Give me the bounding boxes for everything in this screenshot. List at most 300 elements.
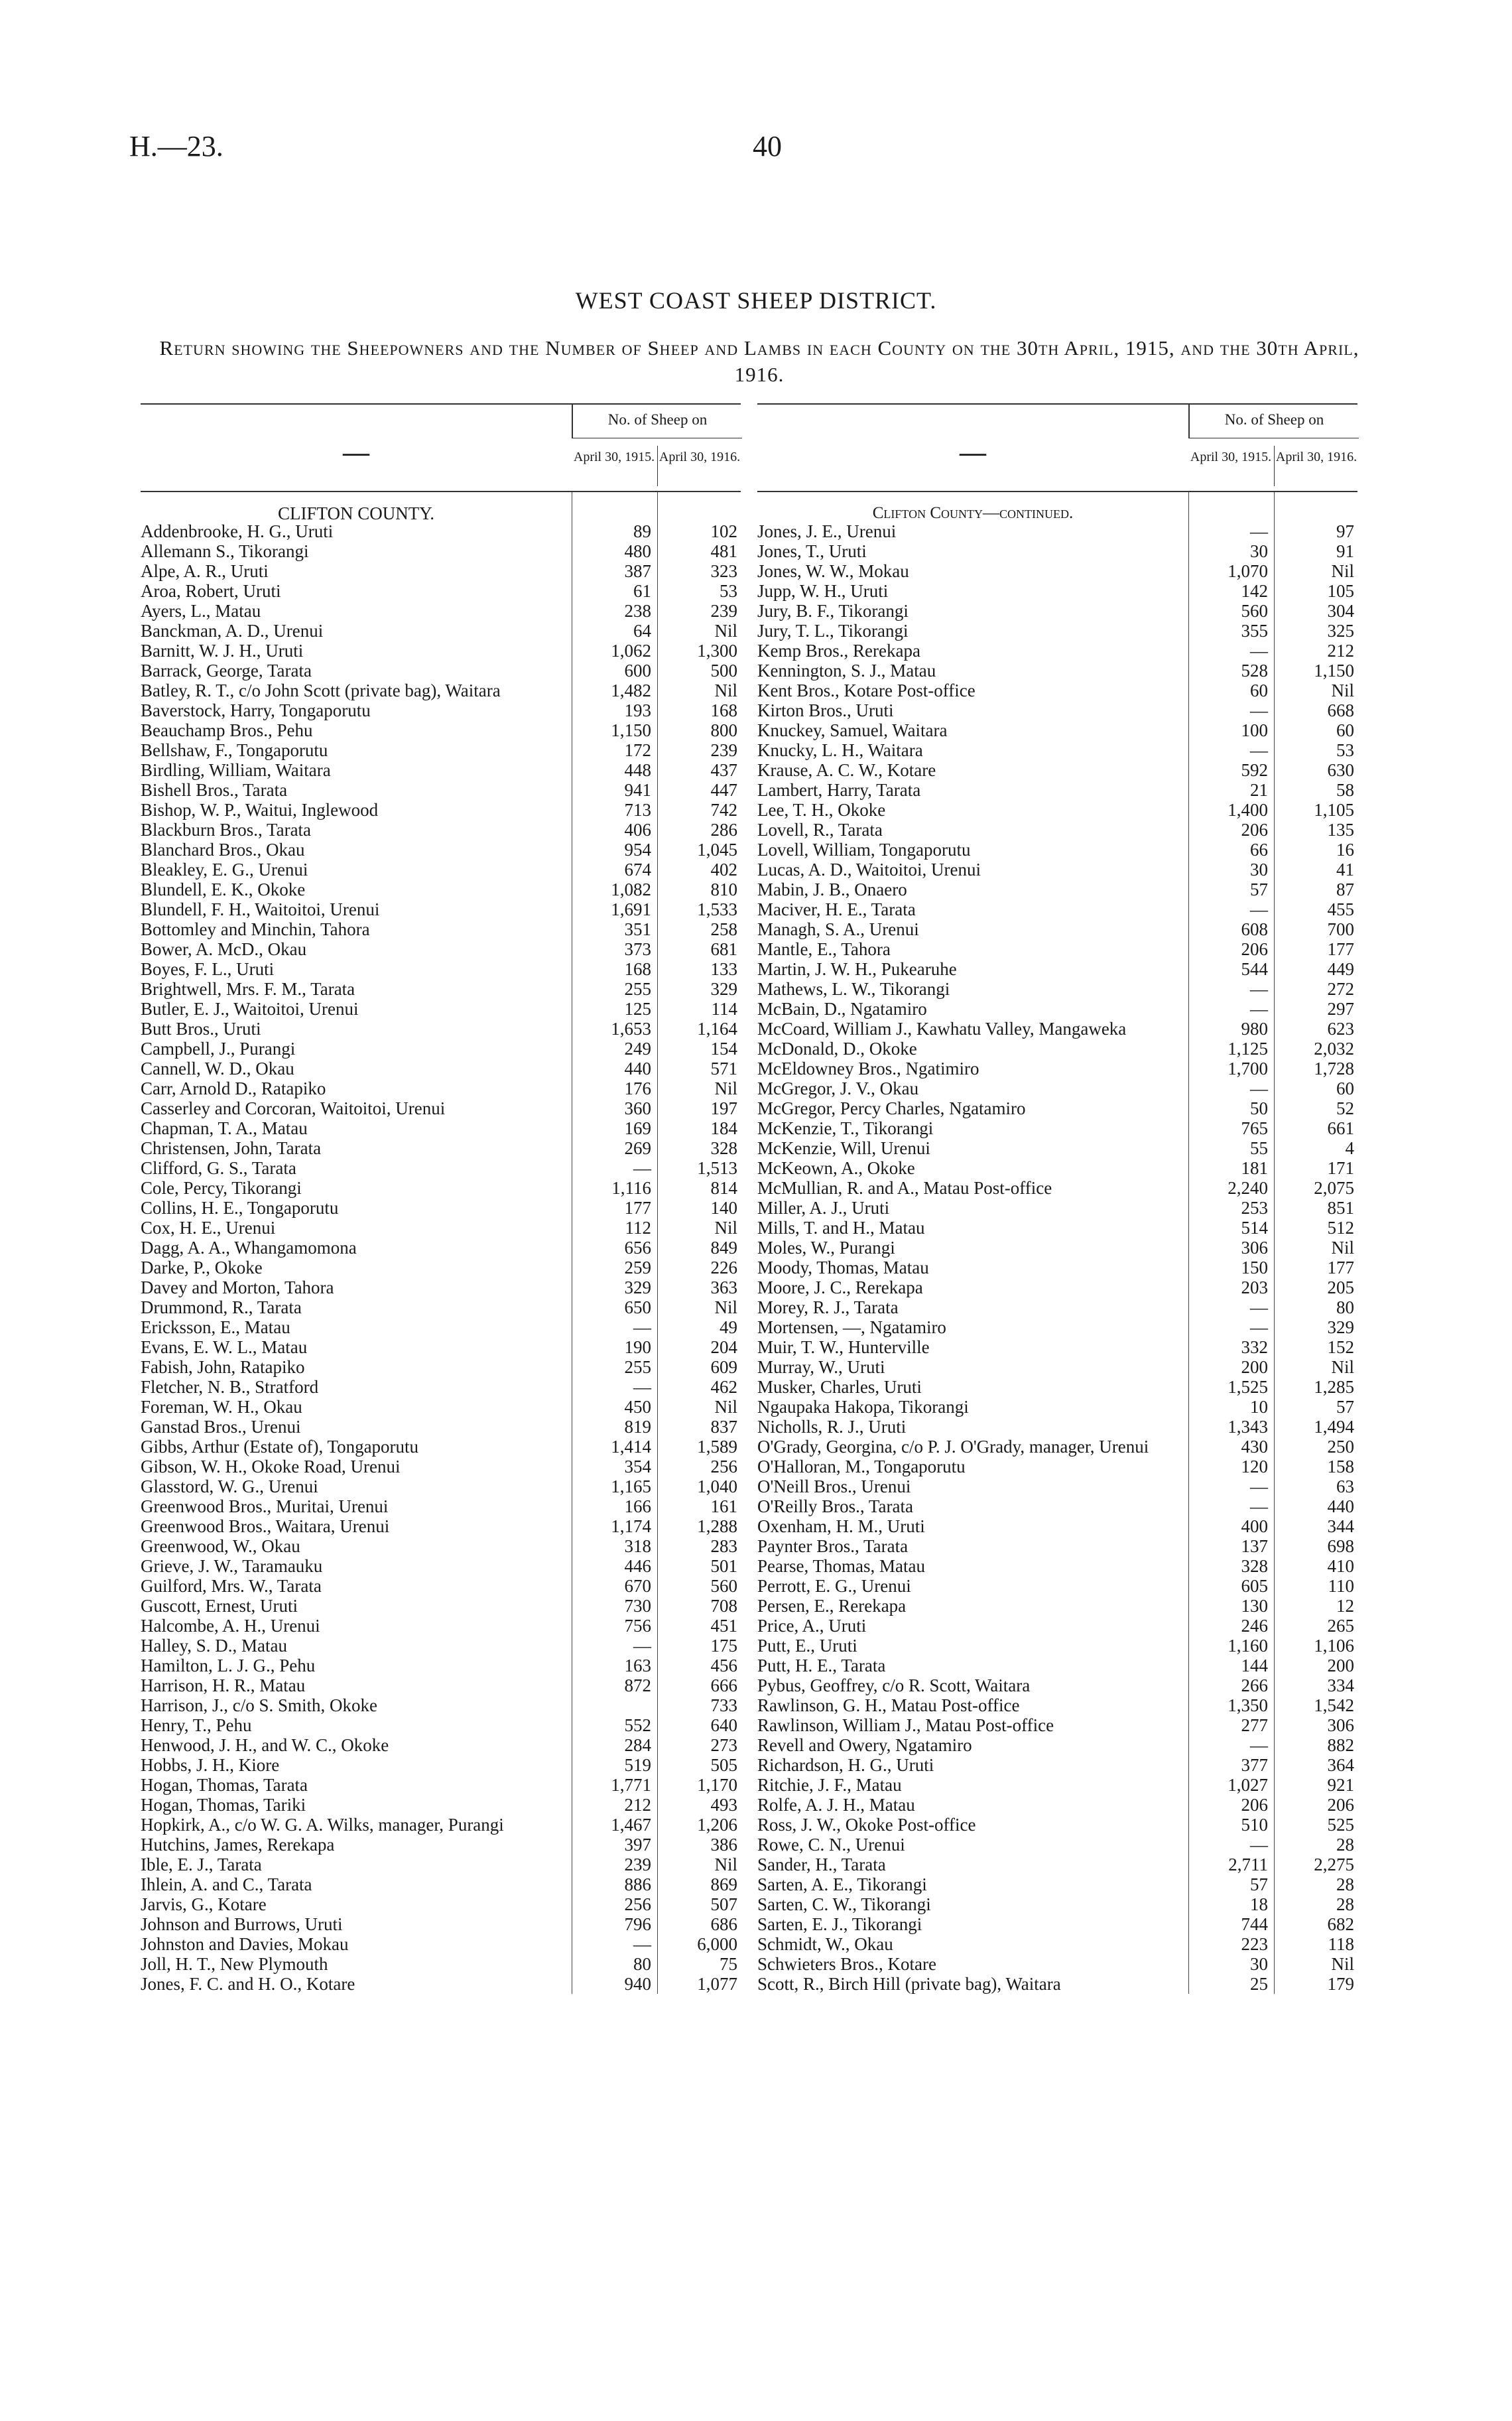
- sheep-1915: 1,165: [611, 1476, 651, 1496]
- sheep-1915: 940: [624, 1974, 651, 1994]
- owner-name: Carr, Arnold D., Ratapiko: [141, 1079, 326, 1098]
- sheep-1916: 800: [710, 720, 737, 740]
- owner-name: Butt Bros., Uruti: [141, 1019, 261, 1039]
- owner-name: Cannell, W. D., Okau: [141, 1059, 294, 1079]
- sheep-1916: 505: [710, 1755, 737, 1775]
- owner-name: Moore, J. C., Rerekapa: [757, 1277, 923, 1297]
- sheep-1915: 18: [1250, 1894, 1268, 1914]
- owner-name: Harrison, J., c/o S. Smith, Okoke: [141, 1695, 377, 1715]
- sheep-1915: 332: [1241, 1337, 1268, 1357]
- owner-name: Jury, T. L., Tikorangi: [757, 621, 909, 641]
- owner-name: Bishop, W. P., Waitui, Inglewood: [141, 800, 379, 820]
- owner-name: Davey and Morton, Tahora: [141, 1277, 334, 1297]
- owner-name: Gibson, W. H., Okoke Road, Urenui: [141, 1457, 401, 1476]
- sheep-1915: 80: [633, 1954, 651, 1974]
- sheep-1916: 75: [720, 1954, 737, 1974]
- owner-name: McBain, D., Ngatamiro: [757, 999, 927, 1019]
- sheep-1916: 851: [1327, 1198, 1354, 1218]
- sheep-1916: Nil: [714, 1297, 737, 1317]
- sheep-1915: —: [633, 1934, 651, 1954]
- owner-name: Jury, B. F., Tikorangi: [757, 601, 909, 621]
- owner-name: Revell and Owery, Ngatamiro: [757, 1735, 972, 1755]
- owner-name: Kennington, S. J., Matau: [757, 661, 936, 681]
- sheep-1915: 765: [1241, 1118, 1268, 1138]
- sheep-1916: 1,105: [1314, 800, 1354, 820]
- sheep-1915: —: [1250, 740, 1268, 760]
- sheep-1915: 169: [624, 1118, 651, 1138]
- table-row: [141, 1835, 741, 1855]
- owner-name: McKenzie, Will, Urenui: [757, 1138, 930, 1158]
- sheep-1915: 2,240: [1228, 1178, 1268, 1198]
- table-row: [757, 1437, 1357, 1457]
- sheep-1915: 255: [624, 979, 651, 999]
- sheep-1916: 161: [710, 1496, 737, 1516]
- sheep-count-group-header: No. of Sheep on: [572, 405, 742, 438]
- sheep-1915: 351: [624, 919, 651, 939]
- table-row: [141, 1675, 741, 1695]
- sheep-1916: 456: [710, 1656, 737, 1675]
- sheep-1915: 1,525: [1228, 1377, 1268, 1397]
- table-row: [141, 1059, 741, 1079]
- table-row: [141, 1357, 741, 1377]
- sheep-1915: 1,062: [611, 641, 651, 661]
- owner-name: Rolfe, A. J. H., Matau: [757, 1795, 915, 1815]
- owner-name: Darke, P., Okoke: [141, 1258, 263, 1277]
- owner-name: Batley, R. T., c/o John Scott (private bag), Waitara: [141, 681, 501, 700]
- sheep-1916: 273: [710, 1735, 737, 1755]
- sheep-1916: 410: [1327, 1556, 1354, 1576]
- owner-name: Ible, E. J., Tarata: [141, 1855, 262, 1874]
- sheep-1916: 206: [1327, 1795, 1354, 1815]
- sheep-1915: 1,691: [611, 899, 651, 919]
- table-row: [757, 1118, 1357, 1138]
- sheep-1915: 25: [1250, 1974, 1268, 1994]
- table-row: [141, 1874, 741, 1894]
- sheep-1916: 328: [710, 1138, 737, 1158]
- owner-name: Ayers, L., Matau: [141, 601, 261, 621]
- sheep-1916: 58: [1336, 780, 1354, 800]
- table-row: [757, 1695, 1357, 1715]
- table-row: [141, 1775, 741, 1795]
- sheep-1916: 455: [1327, 899, 1354, 919]
- owner-name: Christensen, John, Tarata: [141, 1138, 322, 1158]
- sheep-1916: 849: [710, 1238, 737, 1258]
- owner-name: Beauchamp Bros., Pehu: [141, 720, 313, 740]
- sheep-1916: 481: [710, 541, 737, 561]
- sheep-1916: 402: [710, 860, 737, 880]
- table-row: [757, 1795, 1357, 1815]
- sheep-1916: Nil: [714, 621, 737, 641]
- owner-name: Barnitt, W. J. H., Uruti: [141, 641, 304, 661]
- table-row: [757, 979, 1357, 999]
- sheep-1915: 528: [1241, 661, 1268, 681]
- table-row: [757, 1019, 1357, 1039]
- sheep-1916: 640: [710, 1715, 737, 1735]
- sheep-1915: 1,125: [1228, 1039, 1268, 1059]
- owner-name: Dagg, A. A., Whangamomona: [141, 1238, 357, 1258]
- sheep-1915: 592: [1241, 760, 1268, 780]
- owner-name: Ngaupaka Hakopa, Tikorangi: [757, 1397, 969, 1417]
- owner-name: Mabin, J. B., Onaero: [757, 880, 907, 899]
- table-row: [141, 541, 741, 561]
- sheep-1916: 118: [1328, 1934, 1354, 1954]
- sheep-1915: 980: [1241, 1019, 1268, 1039]
- owner-name: Morey, R. J., Tarata: [757, 1297, 899, 1317]
- sheep-1916: 386: [710, 1835, 737, 1855]
- table-rows: [141, 521, 741, 1994]
- table-row: [141, 1317, 741, 1337]
- sheep-1916: 179: [1327, 1974, 1354, 1994]
- sheep-1916: 28: [1336, 1894, 1354, 1914]
- sheep-1915: 397: [624, 1835, 651, 1855]
- table-row: [757, 1218, 1357, 1238]
- owner-name: Pybus, Geoffrey, c/o R. Scott, Waitara: [757, 1675, 1031, 1695]
- sheep-1915: 57: [1250, 880, 1268, 899]
- owner-name: Mantle, E., Tahora: [757, 939, 891, 959]
- owner-name: Mortensen, —, Ngatamiro: [757, 1317, 946, 1337]
- sheep-1916: 105: [1327, 581, 1354, 601]
- sheep-1916: 102: [710, 521, 737, 541]
- sheep-1915: 886: [624, 1874, 651, 1894]
- owner-name: McKenzie, T., Tikorangi: [757, 1118, 934, 1138]
- table-row: [757, 1337, 1357, 1357]
- owner-name: Lee, T. H., Okoke: [757, 800, 886, 820]
- sheep-1916: 681: [710, 939, 737, 959]
- table-row: [757, 1496, 1357, 1516]
- table-row: [141, 1656, 741, 1675]
- sheep-1915: 30: [1250, 1954, 1268, 1974]
- sheep-1915: 223: [1241, 1934, 1268, 1954]
- sheep-1915: 100: [1241, 720, 1268, 740]
- table-row: [757, 760, 1357, 780]
- owner-name: Blundell, F. H., Waitoitoi, Urenui: [141, 899, 380, 919]
- sheep-1915: 360: [624, 1098, 651, 1118]
- sheep-1916: 52: [1336, 1098, 1354, 1118]
- table-row: [757, 601, 1357, 621]
- sheep-1915: 57: [1250, 1874, 1268, 1894]
- sheep-1915: 181: [1241, 1158, 1268, 1178]
- table-row: [757, 561, 1357, 581]
- sheep-1916: 1,170: [697, 1775, 737, 1795]
- sheep-1916: Nil: [1331, 1954, 1354, 1974]
- april-1916-header: April 30, 1916.: [657, 446, 741, 486]
- table-row: [757, 919, 1357, 939]
- sheep-1915: 130: [1241, 1596, 1268, 1616]
- table-row: [757, 1715, 1357, 1735]
- sheep-1916: 682: [1327, 1914, 1354, 1934]
- owner-name: Moody, Thomas, Matau: [757, 1258, 929, 1277]
- table-row: [757, 1874, 1357, 1894]
- owner-name: Alpe, A. R., Uruti: [141, 561, 269, 581]
- owner-name: Jones, F. C. and H. O., Kotare: [141, 1974, 355, 1994]
- owner-name: McCoard, William J., Kawhatu Valley, Mangaweka: [757, 1019, 1127, 1039]
- owner-name: Perrott, E. G., Urenui: [757, 1576, 911, 1596]
- owner-name: Persen, E., Rerekapa: [757, 1596, 907, 1616]
- sheep-1916: 364: [1327, 1755, 1354, 1775]
- owner-name: Kirton Bros., Uruti: [757, 700, 894, 720]
- table-row: [757, 1258, 1357, 1277]
- table-row: [757, 860, 1357, 880]
- owner-name: Rawlinson, G. H., Matau Post-office: [757, 1695, 1020, 1715]
- sheep-1915: 166: [624, 1496, 651, 1516]
- owner-name: Cole, Percy, Tikorangi: [141, 1178, 302, 1198]
- sheep-1916: 1,288: [697, 1516, 737, 1536]
- table-row: [141, 1098, 741, 1118]
- table-row: [141, 1596, 741, 1616]
- sheep-1915: 1,350: [1228, 1695, 1268, 1715]
- sheep-1915: 510: [1241, 1815, 1268, 1835]
- table-row: [141, 681, 741, 700]
- sheep-1916: 571: [710, 1059, 737, 1079]
- owner-name: McMullian, R. and A., Matau Post-office: [757, 1178, 1052, 1198]
- owner-name: Scott, R., Birch Hill (private bag), Waitara: [757, 1974, 1061, 1994]
- table-row: [757, 959, 1357, 979]
- owner-name: Guscott, Ernest, Uruti: [141, 1596, 298, 1616]
- owner-name: Guilford, Mrs. W., Tarata: [141, 1576, 322, 1596]
- sheep-1915: 430: [1241, 1437, 1268, 1457]
- sheep-1915: 1,150: [611, 720, 651, 740]
- owner-name: Krause, A. C. W., Kotare: [757, 760, 936, 780]
- sheep-1916: 869: [710, 1874, 737, 1894]
- table-row: [141, 1616, 741, 1636]
- owner-name: Boyes, F. L., Uruti: [141, 959, 275, 979]
- owner-name: Nicholls, R. J., Uruti: [757, 1417, 907, 1437]
- sheep-1916: 1,206: [697, 1815, 737, 1835]
- owner-name: Sarten, A. E., Tikorangi: [757, 1874, 927, 1894]
- owner-name: Bellshaw, F., Tongaporutu: [141, 740, 328, 760]
- table-row: [141, 1337, 741, 1357]
- sheep-1916: 1,589: [697, 1437, 737, 1457]
- table-row: [141, 1855, 741, 1874]
- left-table: [141, 403, 741, 1994]
- sheep-1915: 66: [1250, 840, 1268, 860]
- owner-name: Hopkirk, A., c/o W. G. A. Wilks, manager, Purangi: [141, 1815, 504, 1835]
- owner-name: Managh, S. A., Urenui: [757, 919, 919, 939]
- table-row: [757, 1059, 1357, 1079]
- owner-name: Gibbs, Arthur (Estate of), Tongaporutu: [141, 1437, 419, 1457]
- sheep-1916: 1,300: [697, 641, 737, 661]
- owner-name: Evans, E. W. L., Matau: [141, 1337, 308, 1357]
- owner-name: Bower, A. McD., Okau: [141, 939, 307, 959]
- owner-name: Jones, W. W., Mokau: [757, 561, 909, 581]
- table-row: [141, 740, 741, 760]
- table-row: [757, 1576, 1357, 1596]
- owner-name: McGregor, Percy Charles, Ngatamiro: [757, 1098, 1026, 1118]
- sheep-1915: 239: [624, 1855, 651, 1874]
- sheep-1916: 12: [1336, 1596, 1354, 1616]
- table-row: [141, 1019, 741, 1039]
- sheep-1915: 796: [624, 1914, 651, 1934]
- sheep-1916: 158: [1327, 1457, 1354, 1476]
- sheep-1915: —: [1250, 1317, 1268, 1337]
- table-row: [757, 1914, 1357, 1934]
- sheep-1915: —: [1250, 899, 1268, 919]
- owner-name: Schmidt, W., Okau: [757, 1934, 893, 1954]
- sheep-1915: 1,174: [611, 1516, 651, 1536]
- table-row: [757, 1238, 1357, 1258]
- sheep-1916: 41: [1336, 860, 1354, 880]
- sheep-1916: 742: [710, 800, 737, 820]
- owner-name: Glasstord, W. G., Urenui: [141, 1476, 318, 1496]
- owner-name: Price, A., Uruti: [757, 1616, 867, 1636]
- sheep-1916: 609: [710, 1357, 737, 1377]
- sheep-1915: 10: [1250, 1397, 1268, 1417]
- sheep-1915: 674: [624, 860, 651, 880]
- sheep-1915: 819: [624, 1417, 651, 1437]
- sheep-1915: —: [633, 1158, 651, 1178]
- sheep-1916: 283: [710, 1536, 737, 1556]
- owner-name: Brightwell, Mrs. F. M., Tarata: [141, 979, 355, 999]
- owner-name: Baverstock, Harry, Tongaporutu: [141, 700, 371, 720]
- sheep-1915: 1,343: [1228, 1417, 1268, 1437]
- owner-name: Campbell, J., Purangi: [141, 1039, 296, 1059]
- table-row: [141, 1476, 741, 1496]
- table-row: [757, 1357, 1357, 1377]
- sheep-1916: Nil: [714, 1079, 737, 1098]
- table-row: [141, 1158, 741, 1178]
- owner-name: Blanchard Bros., Okau: [141, 840, 305, 860]
- owner-name: Jones, J. E., Urenui: [757, 521, 897, 541]
- sheep-1916: 226: [710, 1258, 737, 1277]
- table-row: [757, 1178, 1357, 1198]
- sheep-1915: 480: [624, 541, 651, 561]
- table-row: [757, 1516, 1357, 1536]
- sheep-1916: 184: [710, 1118, 737, 1138]
- table-row: [141, 1437, 741, 1457]
- sheep-1915: 2,711: [1228, 1855, 1268, 1874]
- sheep-1916: 53: [720, 581, 737, 601]
- sheep-1915: 1,700: [1228, 1059, 1268, 1079]
- sheep-1916: 197: [710, 1098, 737, 1118]
- table-header: [757, 403, 1357, 492]
- sheep-1915: 670: [624, 1576, 651, 1596]
- table-row: [757, 1377, 1357, 1397]
- table-row: [141, 1536, 741, 1556]
- owner-name: Hogan, Thomas, Tarata: [141, 1775, 308, 1795]
- owner-name: Hogan, Thomas, Tariki: [141, 1795, 306, 1815]
- sheep-1916: 630: [1327, 760, 1354, 780]
- owner-name: Rawlinson, William J., Matau Post-office: [757, 1715, 1054, 1735]
- sheep-1915: 329: [624, 1277, 651, 1297]
- table-row: [757, 800, 1357, 820]
- sheep-1915: 1,027: [1228, 1775, 1268, 1795]
- sheep-1915: 190: [624, 1337, 651, 1357]
- sheep-1915: 1,116: [611, 1178, 651, 1198]
- owner-name: Hamilton, L. J. G., Pehu: [141, 1656, 316, 1675]
- sheep-1915: 1,082: [611, 880, 651, 899]
- owner-name: O'Halloran, M., Tongaporutu: [757, 1457, 966, 1476]
- sheep-1916: 60: [1336, 720, 1354, 740]
- sheep-1916: 1,164: [697, 1019, 737, 1039]
- owner-name: Pearse, Thomas, Matau: [757, 1556, 925, 1576]
- sheep-1916: 323: [710, 561, 737, 581]
- owner-name: Putt, E., Uruti: [757, 1636, 857, 1656]
- owner-name: O'Grady, Georgina, c/o P. J. O'Grady, manager, Urenui: [757, 1437, 1149, 1457]
- sheep-1915: 713: [624, 800, 651, 820]
- owner-name: Lovell, R., Tarata: [757, 820, 883, 840]
- table-row: [141, 1218, 741, 1238]
- owner-name: Joll, H. T., New Plymouth: [141, 1954, 328, 1974]
- sheep-1916: 329: [1327, 1317, 1354, 1337]
- table-row: [141, 1695, 741, 1715]
- table-row: [141, 1457, 741, 1476]
- sheep-1915: 400: [1241, 1516, 1268, 1536]
- owner-name: Chapman, T. A., Matau: [141, 1118, 308, 1138]
- sheep-1916: 212: [1327, 641, 1354, 661]
- sheep-1916: 286: [710, 820, 737, 840]
- owner-name: Ericksson, E., Matau: [141, 1317, 290, 1337]
- owner-name: Sander, H., Tarata: [757, 1855, 886, 1874]
- owner-name: Johnston and Davies, Mokau: [141, 1934, 349, 1954]
- sheep-1916: 814: [710, 1178, 737, 1198]
- owner-name: Ross, J. W., Okoke Post-office: [757, 1815, 976, 1835]
- table-row: [141, 720, 741, 740]
- owner-name: Kemp Bros., Rerekapa: [757, 641, 920, 661]
- owner-name: Kent Bros., Kotare Post-office: [757, 681, 976, 700]
- owner-name: Fabish, John, Ratapiko: [141, 1357, 305, 1377]
- table-row: [141, 521, 741, 541]
- sheep-1916: 6,000: [697, 1934, 737, 1954]
- sheep-1916: 344: [1327, 1516, 1354, 1536]
- sheep-1916: 91: [1336, 541, 1354, 561]
- table-caption: Return showing the Sheepowners and the Number of Sheep and Lambs in each County on the 30th April, 1915, and the 30th April, 1916.: [159, 336, 1359, 386]
- sheep-1916: 306: [1327, 1715, 1354, 1735]
- sheep-1916: 2,275: [1314, 1855, 1354, 1874]
- sheep-1915: 1,653: [611, 1019, 651, 1039]
- table-row: [757, 1675, 1357, 1695]
- owner-name: Drummond, R., Tarata: [141, 1297, 302, 1317]
- table-row: [141, 641, 741, 661]
- table-row: [141, 1556, 741, 1576]
- owner-name: Mathews, L. W., Tikorangi: [757, 979, 950, 999]
- sheep-1916: 507: [710, 1894, 737, 1914]
- table-row: [141, 1258, 741, 1277]
- owner-name: Oxenham, H. M., Uruti: [757, 1516, 925, 1536]
- sheep-1915: 608: [1241, 919, 1268, 939]
- sheep-1915: 318: [624, 1536, 651, 1556]
- sheep-1915: 605: [1241, 1576, 1268, 1596]
- sheep-1916: 177: [1327, 1258, 1354, 1277]
- table-rows: [757, 521, 1357, 1994]
- sheep-1915: 172: [624, 740, 651, 760]
- table-row: [757, 1138, 1357, 1158]
- table-body: [757, 492, 1357, 1994]
- sheep-1915: 203: [1241, 1277, 1268, 1297]
- sheep-1915: 650: [624, 1297, 651, 1317]
- sheep-1915: 206: [1241, 820, 1268, 840]
- sheep-1915: 387: [624, 561, 651, 581]
- sheep-1915: —: [1250, 1079, 1268, 1098]
- sheep-1915: —: [633, 1377, 651, 1397]
- sheep-1916: 258: [710, 919, 737, 939]
- sheep-1916: 1,040: [697, 1476, 737, 1496]
- sheep-1916: 133: [710, 959, 737, 979]
- sheep-1915: 656: [624, 1238, 651, 1258]
- sheep-1916: 560: [710, 1576, 737, 1596]
- table-row: [141, 1039, 741, 1059]
- owner-name: Knucky, L. H., Waitara: [757, 740, 923, 760]
- table-row: [141, 1914, 741, 1934]
- sheep-1916: 700: [1327, 919, 1354, 939]
- sheep-1916: 1,533: [697, 899, 737, 919]
- table-row: [757, 1277, 1357, 1297]
- owner-name: Clifford, G. S., Tarata: [141, 1158, 296, 1178]
- owner-column-header: —: [960, 437, 986, 467]
- sheep-1915: 206: [1241, 939, 1268, 959]
- sheep-1916: 53: [1336, 740, 1354, 760]
- sheep-1916: 250: [1327, 1437, 1354, 1457]
- owner-name: Fletcher, N. B., Stratford: [141, 1377, 319, 1397]
